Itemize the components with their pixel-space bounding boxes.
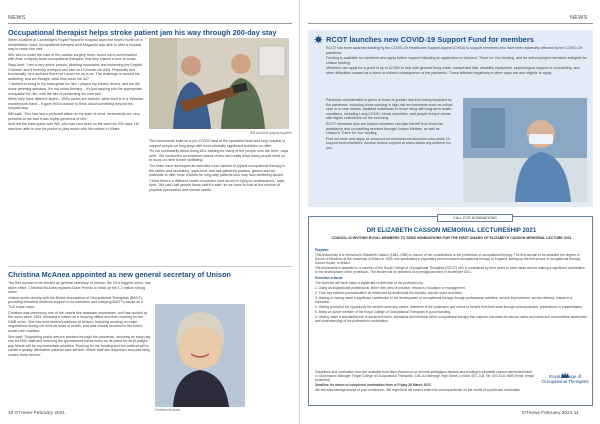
paragraph: Will said: 'This has had a profound effect on my state of mind. Instruments are very personal to me and it was highly generous of him.' — [8, 111, 140, 121]
covid-title: RCOT launches new COVID-19 Support Fund for members — [326, 35, 534, 44]
paragraph: She said: 'Supporting public service workers through the pandemic, securing an early pay rise for NHS staff and ensuring the government backs down on its plans for an ill-judged pay freeze will be my immediate priorities. Pushing for the funding and the political will to create a quality, affordable national care service, where staff are respected and paid fairly, comes close behind.' — [8, 334, 151, 357]
nomination-subtitle: COUNCIL IS INVITING ROYAL MEMBERS TO SEND NOMINATIONS FOR THE FIRST AWARD OF ELIZABETH CASSON MEMORIAL LECTURE 2021 — [331, 236, 572, 240]
criteria-item: 1. Using an inspirational professional, either their area of practice, research, education or management. — [315, 285, 466, 290]
deadline-text: Deadline for return of completed nomination form is Friday 26 March 2021. — [315, 383, 432, 388]
criteria-item: 6. Having made a substantial use of advanced forms, standards and methods within occupational therapy that improve outcomes for service users and users and communities' awareness and understanding of the profession's contribution. — [315, 315, 587, 324]
covid-body — [326, 98, 454, 204]
right-page — [300, 0, 600, 424]
paragraph: The team have developed an activities room (similar to typical occupational therapy in the sixties and seventies), says Amit, and has gathered puzzles, games and art materials to offer more choices for long-stay patients who may face wellbeing issues. — [149, 163, 286, 178]
page-footer: OTnews February 2021 11 — [522, 411, 579, 416]
note-text: We will acknowledge receipt of your nomination. We regret that we cannot enter into correspondence on the merits of a particular nomination. — [315, 388, 522, 393]
section-tag: NEWS — [570, 15, 588, 21]
paragraph: Funding is available for members who apply further support following an application to Unison's 'There for You' funding, and for self-employed members ineligible for Unison funding. — [326, 56, 587, 65]
paragraph: Christina was previously one of the unions five assistant secretaries, and has worked at the union since 1993, following a career as a housing officer and then working for the GMB union. She has held several positions at Unison, including working on major negotiations during her time as head of health, and was closely involved in the future social care coalition. — [8, 310, 148, 333]
call-for-nominations-label: CALL FOR NOMINATIONS — [437, 214, 513, 222]
page-footer: 10 OTnews February 2021 — [8, 411, 66, 416]
criteria-item: 3. Making or having made a significant contribution to the development of occupational therapy through professional activities, service improvement, service delivery, research or education. — [315, 295, 573, 305]
photo-christina-mcanea — [155, 304, 245, 407]
purpose-heading: Purpose: — [315, 248, 330, 252]
top-rule — [308, 23, 593, 24]
paragraph: When a patient at Cambridge's Royal Papworth Hospital faced the fourth month on a rehabilitation ward, occupational therapist Amit Maganlal was able to offer a musical way to reach him well. — [8, 38, 143, 52]
article-body-column-2 — [149, 139, 289, 269]
section-divider — [8, 266, 292, 267]
paragraph: Amit left the bass guitar with Will, who has now been on the ward for 200 days. He was then able to use his phone to play music with his mother in Wales. — [8, 122, 139, 131]
paragraph: The instruments build on a pre-COVID idea at the specialist heart and lung hospital to support people on long stays with more clinically significant activities on offer. — [149, 139, 286, 148]
paragraph: While they have different styles – Will's tastes are eclectic, while Amit is in a Victorian murder/punk band – it gave Will a chance to think about something beyond his hospital stay. — [8, 97, 144, 111]
section-tag: NEWS — [8, 15, 26, 21]
paragraph: RCOT has been awarded funding by the COVID-19 Healthcare Support Appeal (CHSA) to support members who have been adversely affected by the COVID-19 pandemic. — [326, 46, 582, 55]
paragraph: Says Amit: 'I am a very active person, climbing mountains and swimming the English Channel, and it recently cramped and had on 10-month old child. Physically and functionally, he's well and there isn't much for us to do. The challenge is around his wellbeing, and we thought, what else could we do? — [8, 62, 143, 81]
paragraph: Unison works closely with the British Association of Occupational Therapists (BAOT), providing industrial relations support to its members and lobbying BAOT's cause as a TUC trade union. — [8, 295, 144, 309]
article-title: Occupational therapist helps stroke patient jam his way through 200-day stay — [8, 28, 277, 37]
paragraph: The first woman to be elected as general secretary of Unison, the UK's biggest union, has taken office. Christina McAnea replaces Dave Prentis to head up the 1.3 million strong union. — [8, 281, 151, 295]
photo-caption: Christina McAnea — [155, 408, 181, 412]
photo-caption: Will and Amit playing together — [250, 131, 292, 135]
nomination-box — [308, 216, 593, 406]
paragraph: 'I decided to bring in my bass guitar for him. I played my electric drums, and we did some jamming sessions. It's not music therapy – it's just tapping into the appropriate occupation for him, with the aim of preserving his core self.' — [8, 82, 142, 96]
paragraph: Find out more and apply at: www.rcot.co.uk/news/rcot-launches-new-covid-19-support-fund-members. Access Unison support at www.unison.org.uk/there-for-you. — [326, 136, 452, 150]
rcot-logo — [539, 366, 591, 402]
purpose-text: This lectureship is a memorial to Elizabeth Casson (1881–1954) in honour of her contributions to the profession of occupational therapy. The first woman to be awarded the degree of Doctor of Medicine at the University of Bristol in 1929, she specialised in psychiatry and introduced occupational therapy to England, setting up the first school of occupational therapy, Dorset House, in Bristol. — [315, 253, 581, 266]
paragraph: RCOT members who are Unison members can also benefit from financial assistance and counselling services through Unison Welfare, as well as Unison's 'There for You' funding. — [326, 121, 443, 136]
nomination-footer — [315, 370, 535, 404]
covid-fund-box — [308, 30, 593, 207]
virus-icon — [314, 35, 323, 44]
award-text: The lectureship is awarded to a member of the Royal College of Occupational Therapists (RCOT) who is considered by their peers to have made and be making a significant contribution to the development of the profession. The lecture will be delivered at a prestigious event in November 2021. — [315, 266, 585, 275]
criteria-item: 4. Having promoted the opportunity for service users and carers, members of the profession and others to benefit from their work through clinical practice, publications or presentations. — [315, 305, 583, 310]
criteria-intro: The nominee will have made a significant contribution to the profession by: — [315, 280, 424, 285]
top-rule — [8, 23, 292, 24]
criteria-item: 2. Their key evident communication as evidenced by testimonial the impacts, service users and team. — [315, 290, 463, 295]
article-body-column-1 — [8, 281, 151, 407]
covid-photo — [463, 98, 587, 202]
logo-text: Royal College of Occupational Therapists — [541, 374, 589, 385]
paragraph: 'I think there's a different model of practice here as we're trying to understand it,' says Amit. 'We can't call people home until it's safe, so we have to look at the mixture of physical dysfunction and mental health.' — [149, 178, 285, 192]
guidelines-text: Guidelines and nomination form are available from https://www.rcot.co.uk/rcots-prestigious-awards-and-funding/dr-elizabeth-casson-memorial-lecture or Governance Manager, Royal College of Occupational Therapists, 106-114 Borough High Street, London SE1 1LB. Tel: 020 3141 4600 Email: [email protected] — [315, 370, 534, 383]
nomination-title: DR ELIZABETH CASSON MEMORIAL LECTURESHIP 2021 — [366, 227, 537, 234]
criteria-heading: Selection criteria: — [315, 275, 343, 280]
article-title: Christina McAnea appointed as new general secretary of Unison — [8, 270, 232, 279]
covid-intro — [326, 46, 588, 98]
article-body-column-1 — [8, 38, 144, 268]
paragraph: Members can apply for a grant of up to £2,500 to help with general living costs, unexpected bills, disability equipment, psychological support or counselling, and other difficulties caused as a direct or indirect consequence of the pandemic. Those affected negatively in other ways are also eligible to apply. — [326, 66, 580, 75]
paragraph: 'It's not necessarily about doing ADL training for many of the people who are here,' says Amit. 'We conducted an evidence-based review and really what many people need us to focus on here is their wellbeing.' — [149, 149, 289, 163]
paragraph: Particular consideration is given to those at greater risk from being impacted by the pandemic, including those working in high-risk environments such as critical care or in care homes, disabled individuals or those living with long-term health conditions, including Long COVID, ethnic minorities, and people living in areas with higher restrictions on the economy. — [326, 98, 453, 121]
photo-will-and-amit — [149, 38, 289, 129]
paragraph: Will, who is under the care of the cardiac surgery team, found out in conversation with Amit, a deputy team occupational therapist, that they shared a love of music. — [8, 52, 137, 62]
nomination-body — [315, 248, 587, 368]
criteria-item: 5. Being an active member of the Royal College of Occupational Therapists in good standing. — [315, 310, 451, 315]
